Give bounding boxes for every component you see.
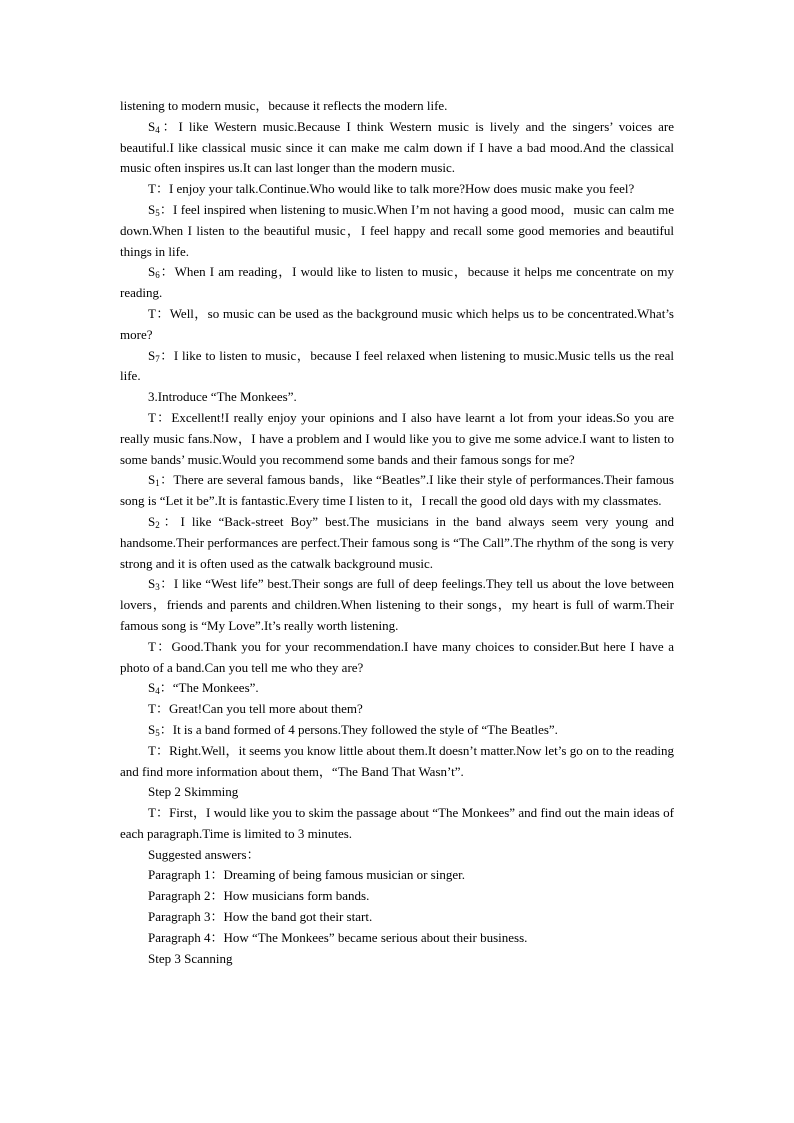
student-4-answer bbox=[120, 117, 674, 179]
paragraph-text: ：“The Monkees”. bbox=[159, 680, 259, 696]
paragraph-text: Paragraph 4：How “The Monkees” became serious about their business. bbox=[148, 929, 528, 945]
paragraph-text: T：First，I would like you to skim the passage about “The Monkees” and find out the main ideas of each paragraph.Time is limited to 3 minutes. bbox=[120, 805, 674, 841]
answer-item bbox=[120, 886, 674, 907]
paragraph-text: Step 2 Skimming bbox=[148, 784, 239, 800]
paragraph-text: ：I like Western music.Because I think Western music is lively and the singers’ voices are beautiful.I like classical music since it can make me calm down if I have a bad mood.And the classical music often inspires us.It can last longer than the modern music. bbox=[120, 118, 674, 176]
paragraph-text: 3.Introduce “The Monkees”. bbox=[148, 389, 297, 405]
step-heading bbox=[120, 782, 674, 803]
paragraph-text: ：I like “West life” best.Their songs are full of deep feelings.They tell us about the love between lovers，friends and parents and children.When listening to their songs，my heart is full of warm.Their famous song is “My Love”.It’s really worth listening. bbox=[120, 576, 674, 633]
speaker-label: S bbox=[148, 721, 156, 737]
paragraph-text: ：I like to listen to music，because I feel relaxed when listening to music.Music tells us the real life. bbox=[120, 347, 674, 384]
paragraph-text: listening to modern music，because it reflects the modern life. bbox=[120, 98, 448, 113]
student-5-answer bbox=[120, 200, 674, 262]
speaker-label: S bbox=[148, 347, 156, 363]
teacher-line bbox=[120, 803, 674, 845]
paragraph-text: T：I enjoy your talk.Continue.Who would like to talk more?How does music make you feel? bbox=[148, 181, 635, 197]
paragraph-text: ：When I am reading，I would like to listen to music，because it helps me concentrate on my reading. bbox=[120, 264, 674, 301]
teacher-line bbox=[120, 637, 674, 679]
speaker-label: S bbox=[148, 472, 156, 488]
answer-item bbox=[120, 928, 674, 949]
paragraph-text: Paragraph 3：How the band got their start. bbox=[148, 909, 373, 925]
speaker-number: 5 bbox=[155, 727, 160, 738]
teacher-line bbox=[120, 699, 674, 720]
student-2-answer bbox=[120, 512, 674, 574]
speaker-label: S bbox=[148, 680, 156, 696]
student-5-answer bbox=[120, 720, 674, 741]
paragraph-text: T：Excellent!I really enjoy your opinions and I also have learnt a lot from your ideas.So you are really music fans.Now，I have a problem and I would like you to give me some advice.I want to listen to some bands’ music.Would you recommend some bands and their famous songs for me? bbox=[120, 409, 674, 467]
paragraph-text: Step 3 Scanning bbox=[148, 950, 233, 966]
student-4-answer bbox=[120, 678, 674, 699]
paragraph-text: T：Well，so music can be used as the background music which helps us to be concentrated.What’s more? bbox=[120, 305, 674, 342]
speaker-number: 2 bbox=[155, 519, 160, 530]
paragraph-text: ：It is a band formed of 4 persons.They followed the style of “The Beatles”. bbox=[159, 721, 558, 737]
speaker-label: S bbox=[148, 264, 156, 280]
section-heading bbox=[120, 387, 674, 408]
student-1-answer bbox=[120, 470, 674, 512]
answer-item bbox=[120, 865, 674, 886]
paragraph-text: Paragraph 2：How musicians form bands. bbox=[148, 888, 370, 904]
speaker-number: 4 bbox=[155, 124, 160, 135]
teacher-line bbox=[120, 741, 674, 783]
speaker-number: 3 bbox=[155, 582, 160, 593]
teacher-line bbox=[120, 179, 674, 200]
student-6-answer bbox=[120, 262, 674, 304]
speaker-label: S bbox=[148, 118, 156, 134]
speaker-label: S bbox=[148, 201, 156, 217]
step-heading bbox=[120, 949, 674, 970]
suggested-answers-label bbox=[120, 845, 674, 866]
paragraph-text: ：I like “Back-street Boy” best.The musicians in the band always seem very young and handsome.Their performances are perfect.Their famous song is “The Call”.The rhythm of the song is very strong and it is often used as the catwalk background music. bbox=[120, 513, 674, 571]
speaker-label: S bbox=[148, 576, 156, 592]
paragraph-continuation bbox=[120, 96, 674, 117]
paragraph-text: T：Good.Thank you for your recommendation.I have many choices to consider.But here I have a photo of a band.Can you tell me who they are? bbox=[120, 638, 674, 675]
teacher-line bbox=[120, 408, 674, 470]
paragraph-text: Suggested answers： bbox=[148, 846, 260, 862]
speaker-number: 7 bbox=[155, 353, 160, 364]
paragraph-text: T：Great!Can you tell more about them? bbox=[148, 701, 363, 717]
student-3-answer bbox=[120, 574, 674, 636]
answer-item bbox=[120, 907, 674, 928]
paragraph-text: T：Right.Well，it seems you know little about them.It doesn’t matter.Now let’s go on to the reading and find more information about them，“The Band That Wasn’t”. bbox=[120, 742, 674, 779]
paragraph-text: Paragraph 1：Dreaming of being famous musician or singer. bbox=[148, 867, 465, 883]
speaker-label: S bbox=[148, 513, 156, 529]
paragraph-text: ：There are several famous bands，like “Beatles”.I like their style of performances.Their famous song is “Let it be”.It is fantastic.Every time I listen to it，I recall the good old days with my classmates. bbox=[120, 472, 674, 509]
teacher-line bbox=[120, 304, 674, 346]
paragraph-text: ：I feel inspired when listening to music.When I’m not having a good mood，music can calm me down.When I listen to the beautiful music，I feel happy and recall some good memories and beautiful things in life. bbox=[120, 201, 674, 259]
speaker-number: 5 bbox=[155, 207, 160, 218]
speaker-number: 6 bbox=[155, 270, 160, 281]
student-7-answer bbox=[120, 346, 674, 388]
speaker-number: 1 bbox=[155, 478, 160, 489]
speaker-number: 4 bbox=[155, 686, 160, 697]
